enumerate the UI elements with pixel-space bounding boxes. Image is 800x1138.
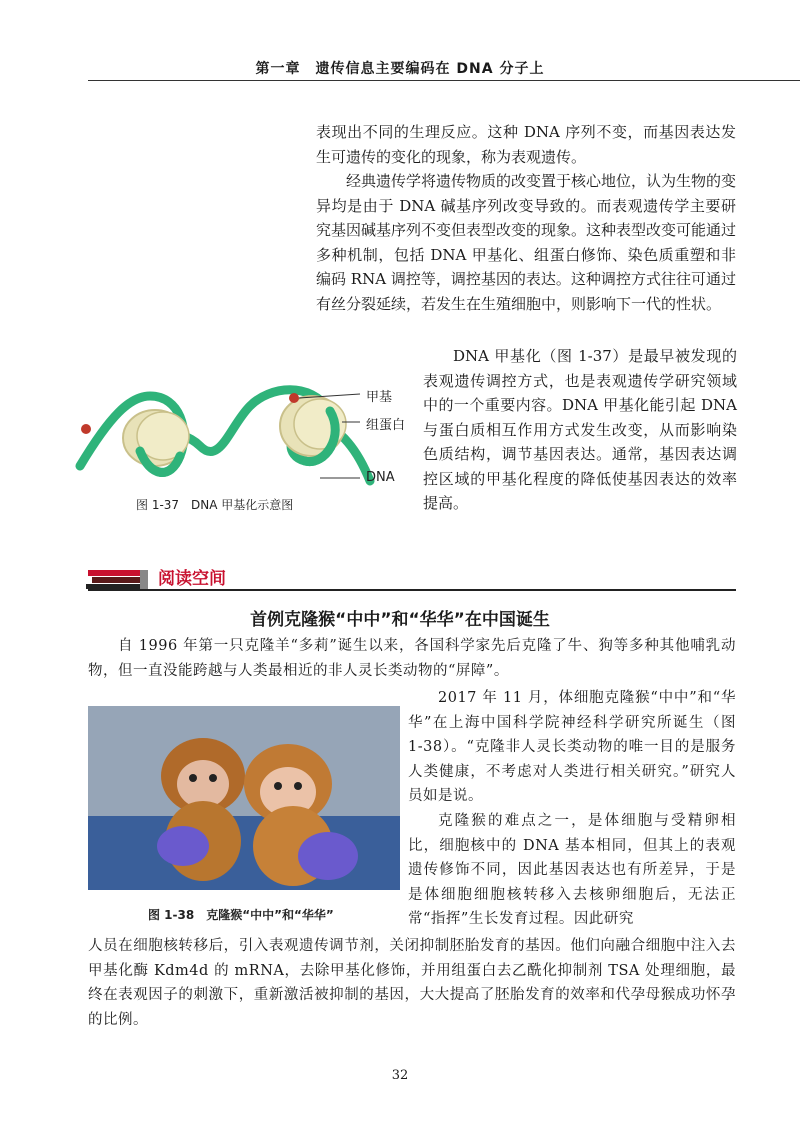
article-bottom <box>88 934 736 1032</box>
dna-methylation-diagram <box>70 356 416 486</box>
figure-caption: 图 1-37 DNA 甲基化示意图 <box>136 498 294 512</box>
text-block-top <box>316 120 736 316</box>
section-title: 阅读空间 <box>158 569 226 589</box>
methyl-dot <box>289 393 299 403</box>
text-block-right <box>423 344 737 516</box>
article-intro <box>88 634 736 683</box>
photo-caption: 图 1-38 克隆猴“中中”和“华华” <box>148 908 334 922</box>
label-methyl: 甲基 <box>366 390 393 405</box>
paragraph: 2017 年 11 月，体细胞克隆猴“中中”和“华华”在上海中国科学院神经科学研究所诞生（图 1-38）。“克隆非人灵长类动物的唯一目的是服务人类健康，不考虑对人类进行相关研究。”研究人员如是说。 <box>408 690 736 805</box>
page-number: 32 <box>391 1068 409 1083</box>
book-icon <box>88 570 148 576</box>
paragraph: 经典遗传学将遗传物质的改变置于核心地位，认为生物的变异均是由于 DNA 碱基序列改变导致的。而表观遗传学主要研究基因碱基序列不变但表型改变的现象。这种表型改变可能通过多种机制，包括 DNA 甲基化、组蛋白修饰、染色质重塑和非编码 RNA 调控等，调控基因的表达。这种调控方式往往可通过有丝分裂延续，若发生在生殖细胞中，则影响下一代的性状。 <box>316 172 737 313</box>
cloned-monkeys-photo <box>88 706 400 890</box>
label-dna: DNA <box>366 470 395 485</box>
header-rule <box>88 80 800 81</box>
paragraph: 自 1996 年第一只克隆羊“多莉”诞生以来，各国科学家先后克隆了牛、狗等多种其他哺乳动物，但一直没能跨越与人类最相近的非人灵长类动物的“屏障”。 <box>88 638 736 679</box>
methyl-dot <box>81 424 91 434</box>
paragraph: 表现出不同的生理反应。这种 DNA 序列不变，而基因表达发生可遗传的变化的现象，称为表观遗传。 <box>316 123 736 166</box>
section-rule <box>88 589 736 591</box>
article-right-column <box>408 686 736 932</box>
paragraph: 克隆猴的难点之一，是体细胞与受精卵相比，细胞核中的 DNA 基本相同，但其上的表观遗传修饰不同，因此基因表达也有所差异，于是是体细胞细胞核转移入去核卵细胞后，无法正常“指挥”生长发育过程。因此研究 <box>408 812 736 928</box>
paragraph: DNA 甲基化（图 1-37）是最早被发现的表观遗传调控方式，也是表观遗传学研究领域中的一个重要内容。DNA 甲基化能引起 DNA 与蛋白质相互作用方式发生改变，从而影响染色质结构，调节基因表达。通常，基因表达调控区域的甲基化程度的降低使基因表达的效率提高。 <box>423 347 737 512</box>
article-title: 首例克隆猴“中中”和“华华”在中国诞生 <box>250 610 550 630</box>
label-histone: 组蛋白 <box>366 418 406 433</box>
paragraph: 人员在细胞核转移后，引入表观遗传调节剂，关闭抑制胚胎发育的基因。他们向融合细胞中注入去甲基化酶 Kdm4d 的 mRNA，去除甲基化修饰，并用组蛋白去乙酰化抑制剂 TSA 处理细胞，最终在表观因子的刺激下，重新激活被抑制的基因，大大提高了胚胎发育的效率和代孕母猴成功怀孕的比例。 <box>88 938 736 1028</box>
page-header-title: 第一章 遗传信息主要编码在 DNA 分子上 <box>255 61 545 77</box>
